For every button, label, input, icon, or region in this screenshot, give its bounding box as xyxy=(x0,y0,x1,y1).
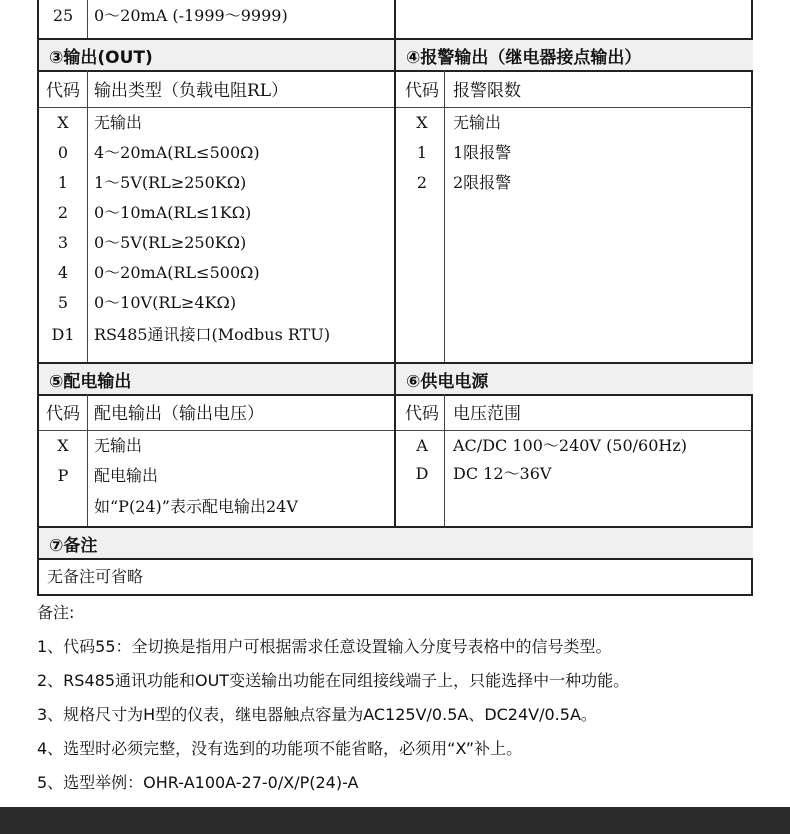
note-item: 3、规格尺寸为H型的仪表，继电器触点容量为AC125V/0.5A、DC24V/0.5A。 xyxy=(37,705,597,724)
table-row-desc: 0～10mA(RL≤1KΩ) xyxy=(94,203,252,222)
sec3-title: ③输出(OUT) xyxy=(39,40,394,70)
table-row-desc: 无输出 xyxy=(94,113,143,132)
sec6-title: ⑥供电电源 xyxy=(396,364,753,394)
table-row-desc: AC/DC 100～240V (50/60Hz) xyxy=(453,436,688,455)
table-row-desc: 如“P(24)”表示配电输出24V xyxy=(94,497,298,516)
sec5-hdr-code: 代码 xyxy=(46,404,80,424)
table-row-desc: 配电输出 xyxy=(94,466,159,485)
sec5-title: ⑤配电输出 xyxy=(39,364,394,394)
table-row-code: 5 xyxy=(57,293,69,312)
table-row-desc: 无输出 xyxy=(94,436,143,455)
sec3-hdr-code: 代码 xyxy=(46,81,80,101)
notes-title: 备注: xyxy=(37,603,75,622)
table-row-desc: 1限报警 xyxy=(453,143,512,162)
table-row-desc: DC 12～36V xyxy=(453,464,552,483)
table-row-code: 0 xyxy=(57,143,69,162)
table-row-code: X xyxy=(57,113,69,132)
table-row-code: X xyxy=(416,113,428,132)
sec5-hdr-desc: 配电输出（输出电压） xyxy=(94,404,264,424)
table-row-desc: 无输出 xyxy=(453,113,502,132)
sec4-title: ④报警输出（继电器接点输出） xyxy=(396,40,753,70)
note-item: 2、RS485通讯功能和OUT变送输出功能在同组接线端子上，只能选择中一种功能。 xyxy=(37,671,630,690)
top-row-desc: 0～20mA (-1999～9999) xyxy=(94,6,288,25)
table-row-code: D xyxy=(415,464,429,483)
sec4-hdr-code: 代码 xyxy=(405,81,439,101)
sec6-hdr-desc: 电压范围 xyxy=(453,404,521,424)
selection-table xyxy=(37,0,753,596)
table-row-desc: 1～5V(RL≥250KΩ) xyxy=(94,173,247,192)
note-item: 1、代码55：全切换是指用户可根据需求任意设置输入分度号表格中的信号类型。 xyxy=(37,637,612,656)
table-row-code: A xyxy=(416,436,428,455)
table-row-code: 1 xyxy=(416,143,428,162)
sec3-hdr-desc: 输出类型（负载电阻RL） xyxy=(94,81,289,101)
table-row-desc: 4～20mA(RL≤500Ω) xyxy=(94,143,260,162)
top-row-code: 25 xyxy=(52,6,74,25)
table-row-desc: 0～20mA(RL≤500Ω) xyxy=(94,263,260,282)
note-item: 5、选型举例：OHR-A100A-27-0/X/P(24)-A xyxy=(37,773,359,792)
table-row-desc: 0～5V(RL≥250KΩ) xyxy=(94,233,247,252)
table-row-code: 3 xyxy=(57,233,69,252)
table-row-code: X xyxy=(57,436,69,455)
table-row-desc: 0～10V(RL≥4KΩ) xyxy=(94,293,237,312)
table-row-code: 2 xyxy=(416,173,428,192)
table-row-code: D1 xyxy=(51,325,75,344)
sec6-hdr-code: 代码 xyxy=(405,404,439,424)
footer-bar xyxy=(0,807,790,834)
table-row-code: P xyxy=(57,466,69,485)
sec7-text: 无备注可省略 xyxy=(47,567,144,586)
sec7-title: ⑦备注 xyxy=(39,528,753,558)
table-row-desc: 2限报警 xyxy=(453,173,512,192)
note-item: 4、选型时必须完整，没有选到的功能项不能省略，必须用“X”补上。 xyxy=(37,739,523,758)
sec4-hdr-desc: 报警限数 xyxy=(453,81,521,101)
table-row-code: 1 xyxy=(57,173,69,192)
table-row-code: 4 xyxy=(57,263,69,282)
table-row-code: 2 xyxy=(57,203,69,222)
table-row-desc: RS485通讯接口(Modbus RTU) xyxy=(94,325,331,344)
